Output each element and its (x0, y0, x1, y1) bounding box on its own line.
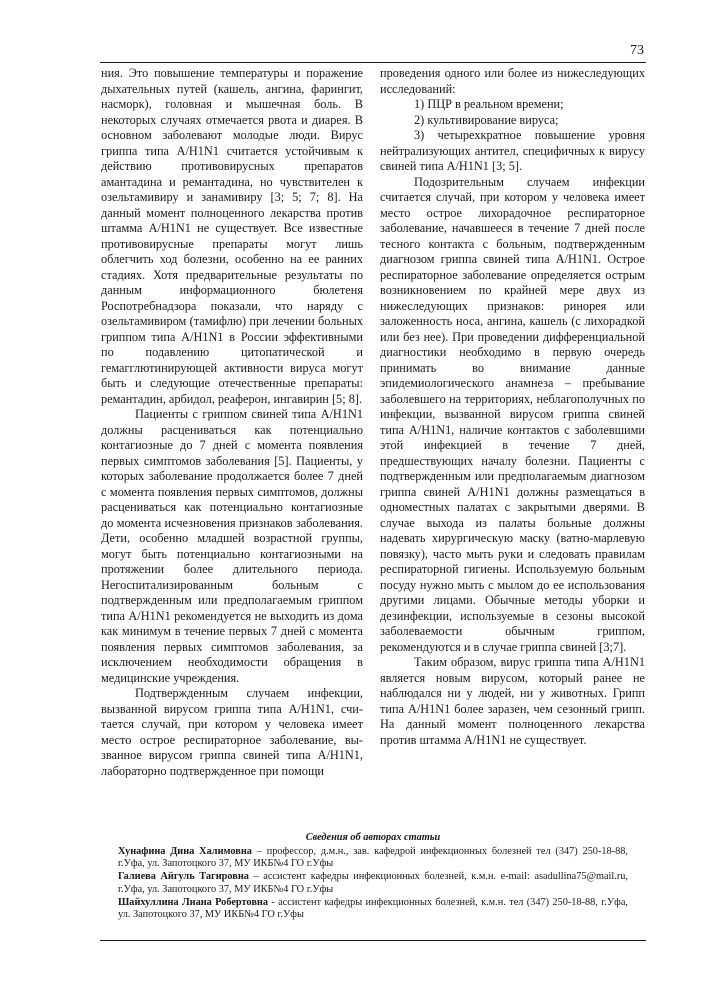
author-details: – профессор, д.м.н., зав. кафедрой инфекционных болезней тел (347) 250-18-88, г.Уфа, ул. Запотоцкого 37, МУ ИКБ№4 ГО г.Уфы (118, 845, 628, 870)
list-item: 1) ПЦР в реальном времени; (414, 97, 564, 111)
left-column (101, 66, 363, 779)
header-rule (100, 62, 646, 63)
footer-rule (100, 940, 646, 941)
author-info-heading: Сведения об авторах статьи (305, 832, 441, 843)
list-item: 3) четырехкратное повышение уровня нейтрализующих антител, специфичных к вирусу свиней типа А/H1N1 [3; 5]. (380, 128, 645, 173)
author-details: – ассистент кафедры инфекционных болезней, к.м.н. e-mail: asadullina75@mail.ru, г.Уфа, ул. Запотоцкого 37, МУ ИКБ№4 ГО г.Уфы (118, 871, 629, 895)
author-entry (118, 871, 628, 896)
body-paragraph: Таким образом, вирус гриппа типа А/H1N1 является новым вирусом, который ранее не наблюдался ни у людей, ни у животных. Грипп типа А/H1N1 более заразен, чем сезонный грипп. На данный момент полноценного лекарства против штамма А/H1N1 не существует. (380, 655, 645, 747)
author-entry (118, 846, 628, 871)
author-details: - ассистент кафедры инфекционных болезней, к.м.н. тел (347) 250-18-88, г.Уфа, ул. Запотоцкого 37, МУ ИКБ№4 ГО г.Уфы (118, 896, 628, 921)
author-name: Хунафина Дина Халимовна (118, 845, 252, 857)
author-name: Шайхуллина Лиана Робертовна (118, 896, 268, 908)
body-paragraph: Подтвержденным случаем инфекции, вызванной вирусом гриппа типа А/H1N1, считается случай, при котором у человека имеет место острое респираторное заболевание, вызванное вирусом гриппа свиней типа А/H1N1, лабораторно подтвержденное при помощи (101, 686, 363, 778)
author-info (118, 832, 628, 922)
body-paragraph: проведения одного или более из нижеследующих исследований: (380, 66, 645, 96)
body-paragraph: ния. Это повышение температуры и поражение дыхательных путей (кашель, ангина, фарингит, насморк), головная и мышечная боль. В некоторых случаях отмечается рвота и диарея. В основном заболевают молодые люди. Вирус гриппа типа А/H1N1 считается устойчивым к действию противовирусных препаратов амантадина и ремантадина, но чувствителен к озельтамивиру и занамивиру [3; 5; 7; 8]. На данный момент полноценного лекарства против штамма А/H1N1 не существует. Все известные противовирусные препараты могут лишь облегчить ход болезни, особенно на ее ранних стадиях. Хотя предварительные результаты по данным информационного бюлетеня Роспотребнадзора показали, что наряду с озельтамивиром (тамифлю) при лечении больных гриппом типа А/H1N1 в России эффективными по подавлению цитопатической и гемагглютинирующей активности вируса могут быть и следующие отечественные препараты: ремантадин, арбидол, реаферон, ингавирин [5; 8]. (101, 66, 363, 406)
author-name: Галиева Айгуль Тагировна (118, 871, 249, 883)
right-column (380, 66, 645, 748)
page-number: 73 (630, 43, 644, 58)
body-paragraph: Подозрительным случаем инфекции считается случай, при котором у человека имеет место острое лихорадочное респираторное заболевание, начавшееся в течение 7 дней после тесного контакта с больным, подтвержденным диагнозом гриппа свиней типа А/H1N1. Острое респираторное заболевание определяется острым возникновением по крайней мере двух из нижеследующих признаков: ринорея или заложенность носа, ангина, кашель (с лихорадкой или без нее). При проведении дифференциальной диагностики необходимо в первую очередь принимать во внимание данные эпидемиологического анамнеза – пребывание заболевшего на территориях, неблагополучных по инфекции, вызванной вирусом гриппа свиней типа А/H1N1, наличие контактов с заболевшими этой инфекцией в течение 7 дней, предшествующих началу болезни. Пациенты с подтвержденным или предполагаемым диагнозом гриппа свиней А/H1N1 должны размещаться в одноместных палатах с закрытыми дверями. В случае выхода из палаты больные должны надевать хирургическую маску (ватно-марлевую повязку), часто мыть руки и следовать правилам респираторной гигиены. Используемую больным посуду нужно мыть с мылом до ее использования другими лицами. Обычные методы уборки и дезинфекции, используемые в сезоны высокой заболеваемости обычным гриппом, рекомендуются и в случае гриппа свиней [3;7]. (380, 174, 645, 654)
author-entry (118, 897, 628, 922)
body-paragraph: Пациенты с гриппом свиней типа А/H1N1 должны расцениваться как потенциально контагиозные до 7 дней с момента появления первых симптомов заболевания [5]. Пациенты, у которых заболевание продолжается более 7 дней с момента появления первых симптомов, должны расцениваться как потенциально контагиозные до момента исчезновения признаков заболевания. Дети, особенно младшей возрастной группы, могут быть потенциально контагиозными на протяжении более длительного периода. Негоспитализированным больным с подтвержденным или предполагаемым гриппом типа А/H1N1 рекомендуется не выходить из дома как минимум в течение первых 7 дней с момента появления первых симптомов заболевания, за исключением необходимости обращения в медицинские учреждения. (101, 407, 363, 685)
list-item: 2) культивирование вируса; (414, 112, 559, 127)
